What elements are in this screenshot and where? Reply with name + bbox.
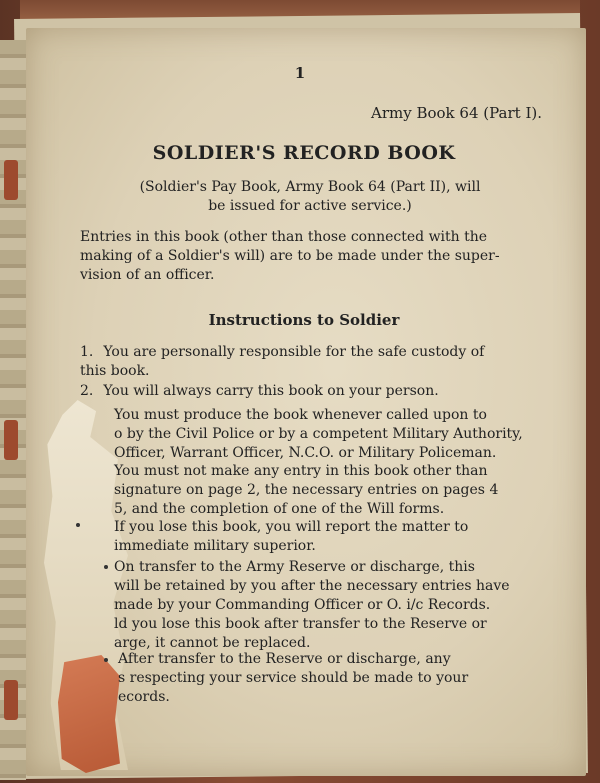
- instruction-item: [114, 558, 546, 653]
- instruction-item: [114, 518, 546, 556]
- instruction-line: signature on page 2, the necessary entries on pages 4: [114, 482, 499, 498]
- instruction-line: You must produce the book whenever called upon to: [114, 407, 487, 423]
- instruction-item: [80, 382, 546, 401]
- subtitle-line: be issued for active service.): [208, 198, 412, 214]
- instruction-line: o by the Civil Police or by a competent Military Authority,: [114, 426, 523, 442]
- instruction-line: On transfer to the Army Reserve or discharge, this: [114, 559, 475, 575]
- instruction-line: immediate military superior.: [114, 538, 316, 554]
- instruction-line: 2. You will always carry this book on your person.: [80, 383, 439, 399]
- intro-line: vision of an officer.: [80, 267, 215, 283]
- intro-line: making of a Soldier's will) are to be made under the super-: [80, 248, 500, 264]
- instruction-item: [80, 343, 546, 381]
- instruction-line: ld you lose this book after transfer to the Reserve or: [114, 616, 487, 632]
- instruction-item: [114, 406, 546, 463]
- intro-paragraph: [80, 228, 546, 285]
- instruction-line: arge, it cannot be replaced.: [114, 635, 311, 651]
- page-title: SOLDIER'S RECORD BOOK: [152, 142, 456, 164]
- instruction-line: made by your Commanding Officer or O. i/c Records.: [114, 597, 491, 613]
- instruction-line: this book.: [80, 363, 150, 379]
- instruction-line: ecords.: [118, 689, 170, 705]
- instruction-line: s respecting your service should be made to your: [118, 670, 469, 686]
- instructions-heading: Instructions to Soldier: [208, 311, 400, 329]
- instruction-line: You must not make any entry in this book other than: [114, 463, 488, 479]
- instruction-line: After transfer to the Reserve or discharge, any: [118, 651, 451, 667]
- form-reference: Army Book 64 (Part I).: [371, 104, 542, 122]
- subtitle: [60, 178, 560, 216]
- instruction-number: 2.: [80, 383, 94, 399]
- subtitle-line: (Soldier's Pay Book, Army Book 64 (Part II), will: [139, 179, 481, 195]
- instruction-item: [114, 462, 546, 519]
- instruction-line: 1. You are personally responsible for the safe custody of: [80, 344, 485, 360]
- instruction-item: [118, 650, 546, 707]
- bullet-mark: [104, 565, 108, 569]
- instruction-line: Officer, Warrant Officer, N.C.O. or Military Policeman.: [114, 445, 497, 461]
- instruction-line: 5, and the completion of one of the Will forms.: [114, 501, 445, 517]
- bullet-mark: [104, 658, 108, 662]
- instruction-number: 1.: [80, 344, 94, 360]
- page-number: 1: [294, 64, 306, 82]
- intro-line: Entries in this book (other than those connected with the: [80, 229, 488, 245]
- instruction-line: will be retained by you after the necessary entries have: [114, 578, 510, 594]
- bullet-mark: [76, 523, 80, 527]
- instruction-line: If you lose this book, you will report the matter to: [114, 519, 469, 535]
